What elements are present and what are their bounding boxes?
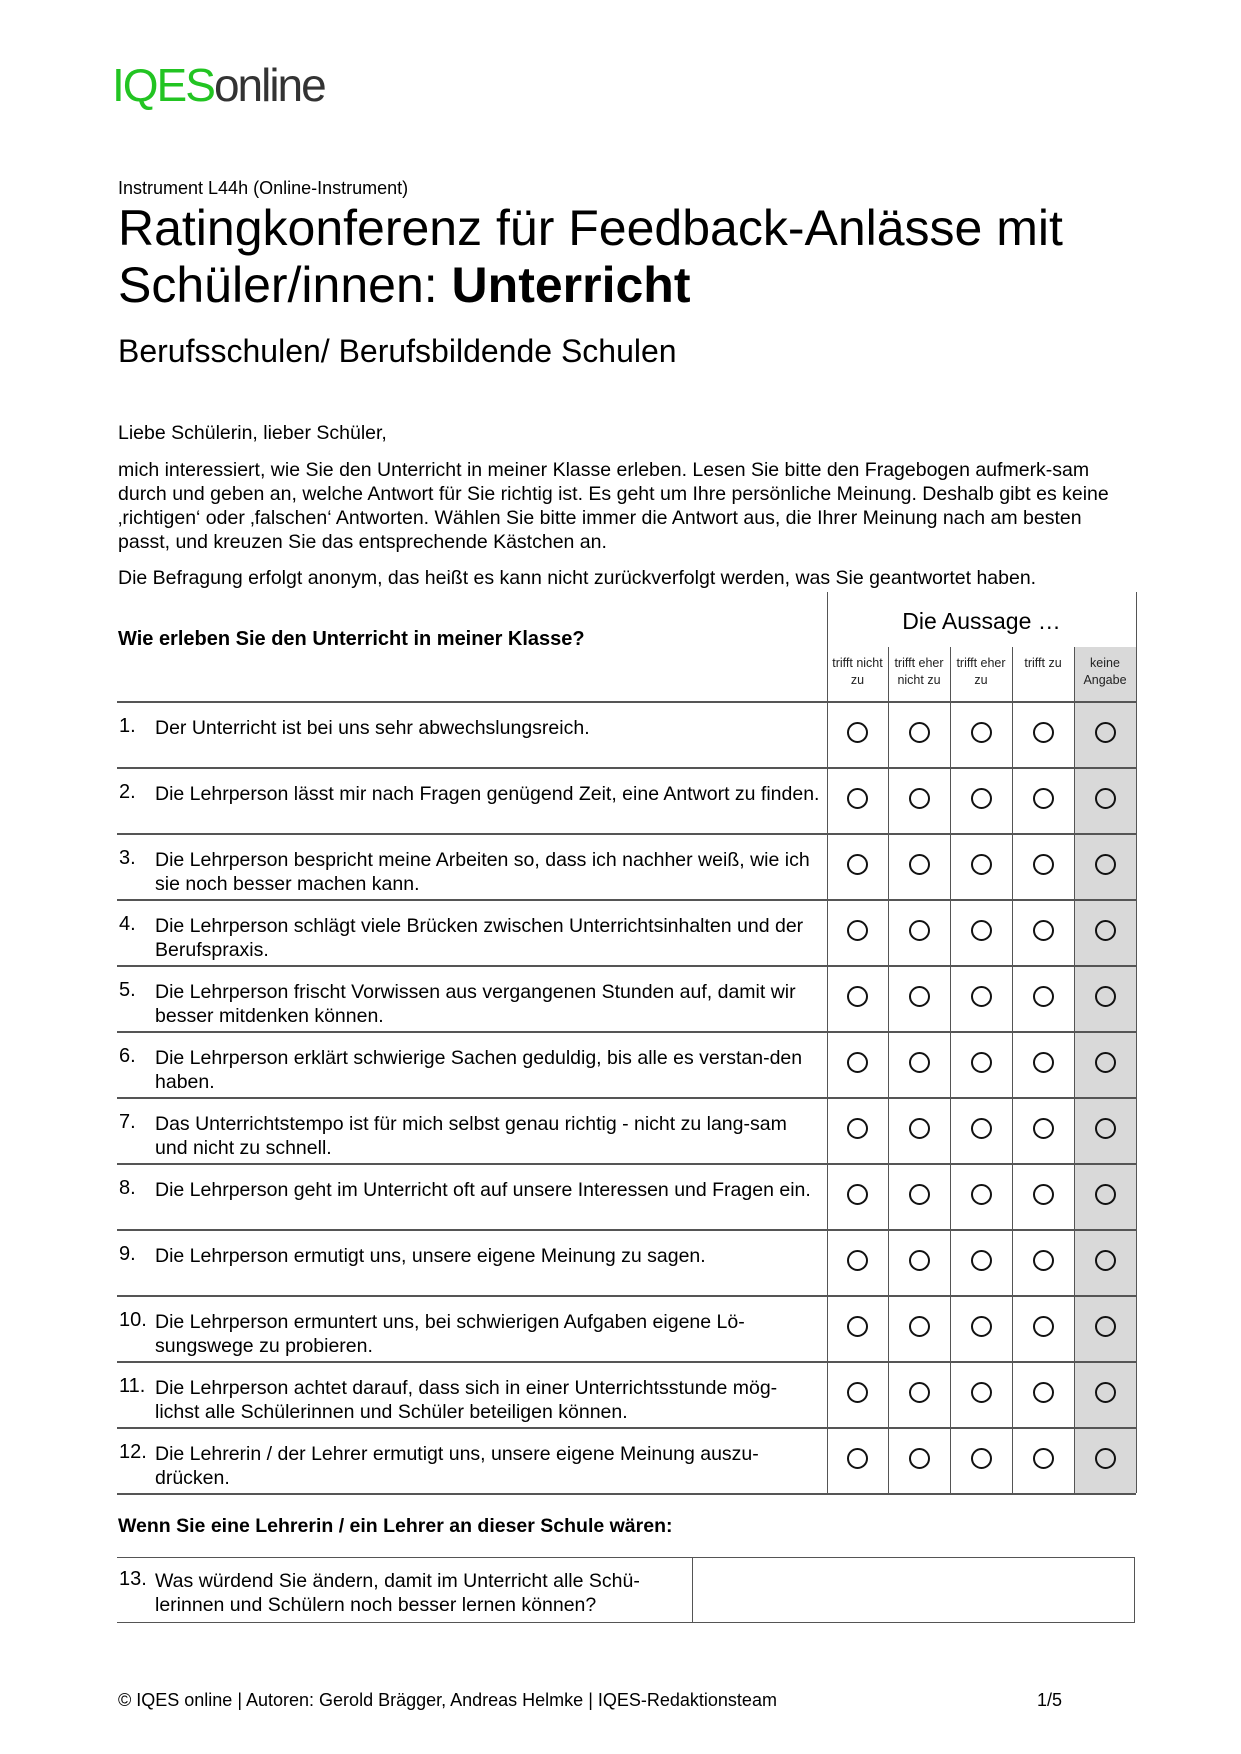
radio-trifft-nicht-zu[interactable] xyxy=(847,788,868,809)
radio-keine-angabe[interactable] xyxy=(1095,1118,1116,1139)
radio-trifft-eher-nicht-zu[interactable] xyxy=(909,788,930,809)
greeting: Liebe Schülerin, lieber Schüler, xyxy=(118,422,387,444)
radio-trifft-zu[interactable] xyxy=(1033,1052,1054,1073)
radio-trifft-eher-zu[interactable] xyxy=(971,1316,992,1337)
radio-trifft-zu[interactable] xyxy=(1033,1382,1054,1403)
radio-trifft-nicht-zu[interactable] xyxy=(847,986,868,1007)
radio-trifft-zu[interactable] xyxy=(1033,788,1054,809)
radio-keine-angabe[interactable] xyxy=(1095,722,1116,743)
logo-part2: online xyxy=(213,59,325,111)
radio-trifft-eher-zu[interactable] xyxy=(971,788,992,809)
question-number: 13. xyxy=(119,1568,147,1590)
radio-keine-angabe[interactable] xyxy=(1095,986,1116,1007)
footer-text: © IQES online | Autoren: Gerold Brägger, Andreas Helmke | IQES-Redaktionsteam xyxy=(118,1690,777,1710)
radio-trifft-eher-nicht-zu[interactable] xyxy=(909,1382,930,1403)
radio-trifft-zu[interactable] xyxy=(1033,1316,1054,1337)
radio-keine-angabe[interactable] xyxy=(1095,1448,1116,1469)
table-divider xyxy=(117,1493,1136,1495)
logo-part1: IQES xyxy=(112,59,214,111)
radio-trifft-nicht-zu[interactable] xyxy=(847,920,868,941)
radio-trifft-zu[interactable] xyxy=(1033,722,1054,743)
title-bold: Unterricht xyxy=(451,257,691,313)
question-text: Das Unterrichtstempo ist für mich selbst genau richtig - nicht zu lang-sam und nicht zu schnell. xyxy=(155,1113,787,1159)
divider xyxy=(692,1558,693,1622)
radio-keine-angabe[interactable] xyxy=(1095,1316,1116,1337)
radio-trifft-zu[interactable] xyxy=(1033,1448,1054,1469)
question-text: Die Lehrperson geht im Unterricht oft auf unsere Interessen und Fragen ein. xyxy=(155,1179,811,1201)
question-text: Die Lehrperson bespricht meine Arbeiten so, dass ich nachher weiß, wie ich sie noch besser machen kann. xyxy=(155,849,810,895)
question-text: Die Lehrperson ermuntert uns, bei schwierigen Aufgaben eigene Lö-sungswege zu probieren. xyxy=(155,1311,745,1357)
radio-keine-angabe[interactable] xyxy=(1095,1250,1116,1271)
scale-heading: Die Aussage … xyxy=(902,608,1061,634)
question-text: Die Lehrperson schlägt viele Brücken zwischen Unterrichtsinhalten und der Berufspraxis. xyxy=(155,915,804,961)
iqes-online-logo xyxy=(112,59,325,111)
radio-keine-angabe[interactable] xyxy=(1095,920,1116,941)
question-number: 12. xyxy=(119,1441,147,1463)
open-question-row xyxy=(117,1557,1135,1623)
radio-trifft-eher-zu[interactable] xyxy=(971,986,992,1007)
page-title xyxy=(118,200,1168,314)
radio-keine-angabe[interactable] xyxy=(1095,854,1116,875)
radio-trifft-zu[interactable] xyxy=(1033,1250,1054,1271)
question-text: Die Lehrerin / der Lehrer ermutigt uns, unsere eigene Meinung auszu-drücken. xyxy=(155,1443,759,1489)
question-number: 7. xyxy=(119,1111,136,1133)
radio-trifft-eher-nicht-zu[interactable] xyxy=(909,1118,930,1139)
question-number: 9. xyxy=(119,1243,136,1265)
radio-trifft-eher-nicht-zu[interactable] xyxy=(909,986,930,1007)
question-text: Die Lehrperson achtet darauf, dass sich in einer Unterrichtsstunde mög-lichst alle Schülerinnen und Schüler beteiligen können. xyxy=(155,1377,778,1423)
question-text: Die Lehrperson lässt mir nach Fragen genügend Zeit, eine Antwort zu finden. xyxy=(155,783,820,805)
radio-trifft-eher-zu[interactable] xyxy=(971,920,992,941)
radio-trifft-nicht-zu[interactable] xyxy=(847,1382,868,1403)
answer-field[interactable] xyxy=(694,1558,1134,1622)
radio-trifft-nicht-zu[interactable] xyxy=(847,1184,868,1205)
radio-keine-angabe[interactable] xyxy=(1095,1382,1116,1403)
question-number: 11. xyxy=(119,1375,146,1397)
radio-trifft-eher-nicht-zu[interactable] xyxy=(909,920,930,941)
question-text: Was würdend Sie ändern, damit im Unterricht alle Schü-lerinnen und Schülern noch besser lernen können? xyxy=(155,1570,640,1616)
radio-keine-angabe[interactable] xyxy=(1095,1052,1116,1073)
question-number: 5. xyxy=(119,979,136,1001)
radio-trifft-nicht-zu[interactable] xyxy=(847,854,868,875)
radio-trifft-eher-nicht-zu[interactable] xyxy=(909,854,930,875)
radio-trifft-eher-zu[interactable] xyxy=(971,1118,992,1139)
radio-trifft-nicht-zu[interactable] xyxy=(847,1316,868,1337)
page-subtitle: Berufsschulen/ Berufsbildende Schulen xyxy=(118,333,677,369)
radio-trifft-zu[interactable] xyxy=(1033,854,1054,875)
instrument-label: Instrument L44h (Online-Instrument) xyxy=(118,178,409,198)
radio-trifft-eher-nicht-zu[interactable] xyxy=(909,1448,930,1469)
page-number: 1/5 xyxy=(1037,1690,1063,1710)
anonymous-note: Die Befragung erfolgt anonym, das heißt es kann nicht zurückverfolgt werden, was Sie geantwortet haben. xyxy=(118,567,1037,589)
radio-trifft-nicht-zu[interactable] xyxy=(847,1250,868,1271)
radio-trifft-nicht-zu[interactable] xyxy=(847,1448,868,1469)
table-divider xyxy=(1136,592,1137,1493)
column-header: trifft eher nicht zu xyxy=(894,656,944,687)
radio-trifft-eher-zu[interactable] xyxy=(971,1250,992,1271)
radio-trifft-nicht-zu[interactable] xyxy=(847,722,868,743)
radio-keine-angabe[interactable] xyxy=(1095,1184,1116,1205)
radio-trifft-eher-nicht-zu[interactable] xyxy=(909,722,930,743)
question-number: 10. xyxy=(119,1309,147,1331)
column-header: trifft eher zu xyxy=(956,656,1006,687)
question-number: 1. xyxy=(119,715,136,737)
column-header: trifft nicht zu xyxy=(832,656,883,687)
radio-trifft-eher-zu[interactable] xyxy=(971,1052,992,1073)
question-heading: Wie erleben Sie den Unterricht in meiner Klasse? xyxy=(118,628,585,650)
radio-trifft-zu[interactable] xyxy=(1033,1118,1054,1139)
radio-trifft-eher-nicht-zu[interactable] xyxy=(909,1316,930,1337)
question-number: 4. xyxy=(119,913,136,935)
question-number: 8. xyxy=(119,1177,136,1199)
intro-paragraph: mich interessiert, wie Sie den Unterricht in meiner Klasse erleben. Lesen Sie bitte den Fragebogen aufmerk-sam durch und geben an, welche Antwort für Sie richtig ist. Es geht um Ihre persönliche Meinung. Deshalb gibt es keine ‚richtigen‘ oder ‚falschen‘ Antworten. Wählen Sie bitte immer die Antwort aus, die Ihrer Meinung nach am besten passt, und kreuzen Sie das entsprechende Kästchen an. xyxy=(118,459,1109,553)
column-header: trifft zu xyxy=(1024,656,1062,670)
radio-trifft-eher-zu[interactable] xyxy=(971,854,992,875)
question-text: Die Lehrperson erklärt schwierige Sachen geduldig, bis alle es verstan-den haben. xyxy=(155,1047,803,1093)
column-header: keine Angabe xyxy=(1083,656,1127,687)
radio-trifft-eher-nicht-zu[interactable] xyxy=(909,1250,930,1271)
radio-trifft-zu[interactable] xyxy=(1033,920,1054,941)
radio-keine-angabe[interactable] xyxy=(1095,788,1116,809)
question-text: Die Lehrperson frischt Vorwissen aus vergangenen Stunden auf, damit wir besser mitdenken können. xyxy=(155,981,796,1027)
radio-trifft-nicht-zu[interactable] xyxy=(847,1052,868,1073)
radio-trifft-eher-zu[interactable] xyxy=(971,1382,992,1403)
radio-trifft-eher-nicht-zu[interactable] xyxy=(909,1184,930,1205)
radio-trifft-zu[interactable] xyxy=(1033,986,1054,1007)
open-question-heading: Wenn Sie eine Lehrerin / ein Lehrer an dieser Schule wären: xyxy=(118,1515,673,1537)
radio-trifft-eher-zu[interactable] xyxy=(971,1184,992,1205)
radio-trifft-eher-nicht-zu[interactable] xyxy=(909,1052,930,1073)
radio-trifft-eher-zu[interactable] xyxy=(971,1448,992,1469)
question-number: 2. xyxy=(119,781,136,803)
radio-trifft-nicht-zu[interactable] xyxy=(847,1118,868,1139)
radio-trifft-eher-zu[interactable] xyxy=(971,722,992,743)
question-text: Die Lehrperson ermutigt uns, unsere eigene Meinung zu sagen. xyxy=(155,1245,706,1267)
question-number: 6. xyxy=(119,1045,136,1067)
question-text: Der Unterricht ist bei uns sehr abwechslungsreich. xyxy=(155,717,590,739)
question-number: 3. xyxy=(119,847,136,869)
radio-trifft-zu[interactable] xyxy=(1033,1184,1054,1205)
title-regular: Ratingkonferenz für Feedback-Anlässe mit Schüler/innen: xyxy=(118,200,1063,313)
